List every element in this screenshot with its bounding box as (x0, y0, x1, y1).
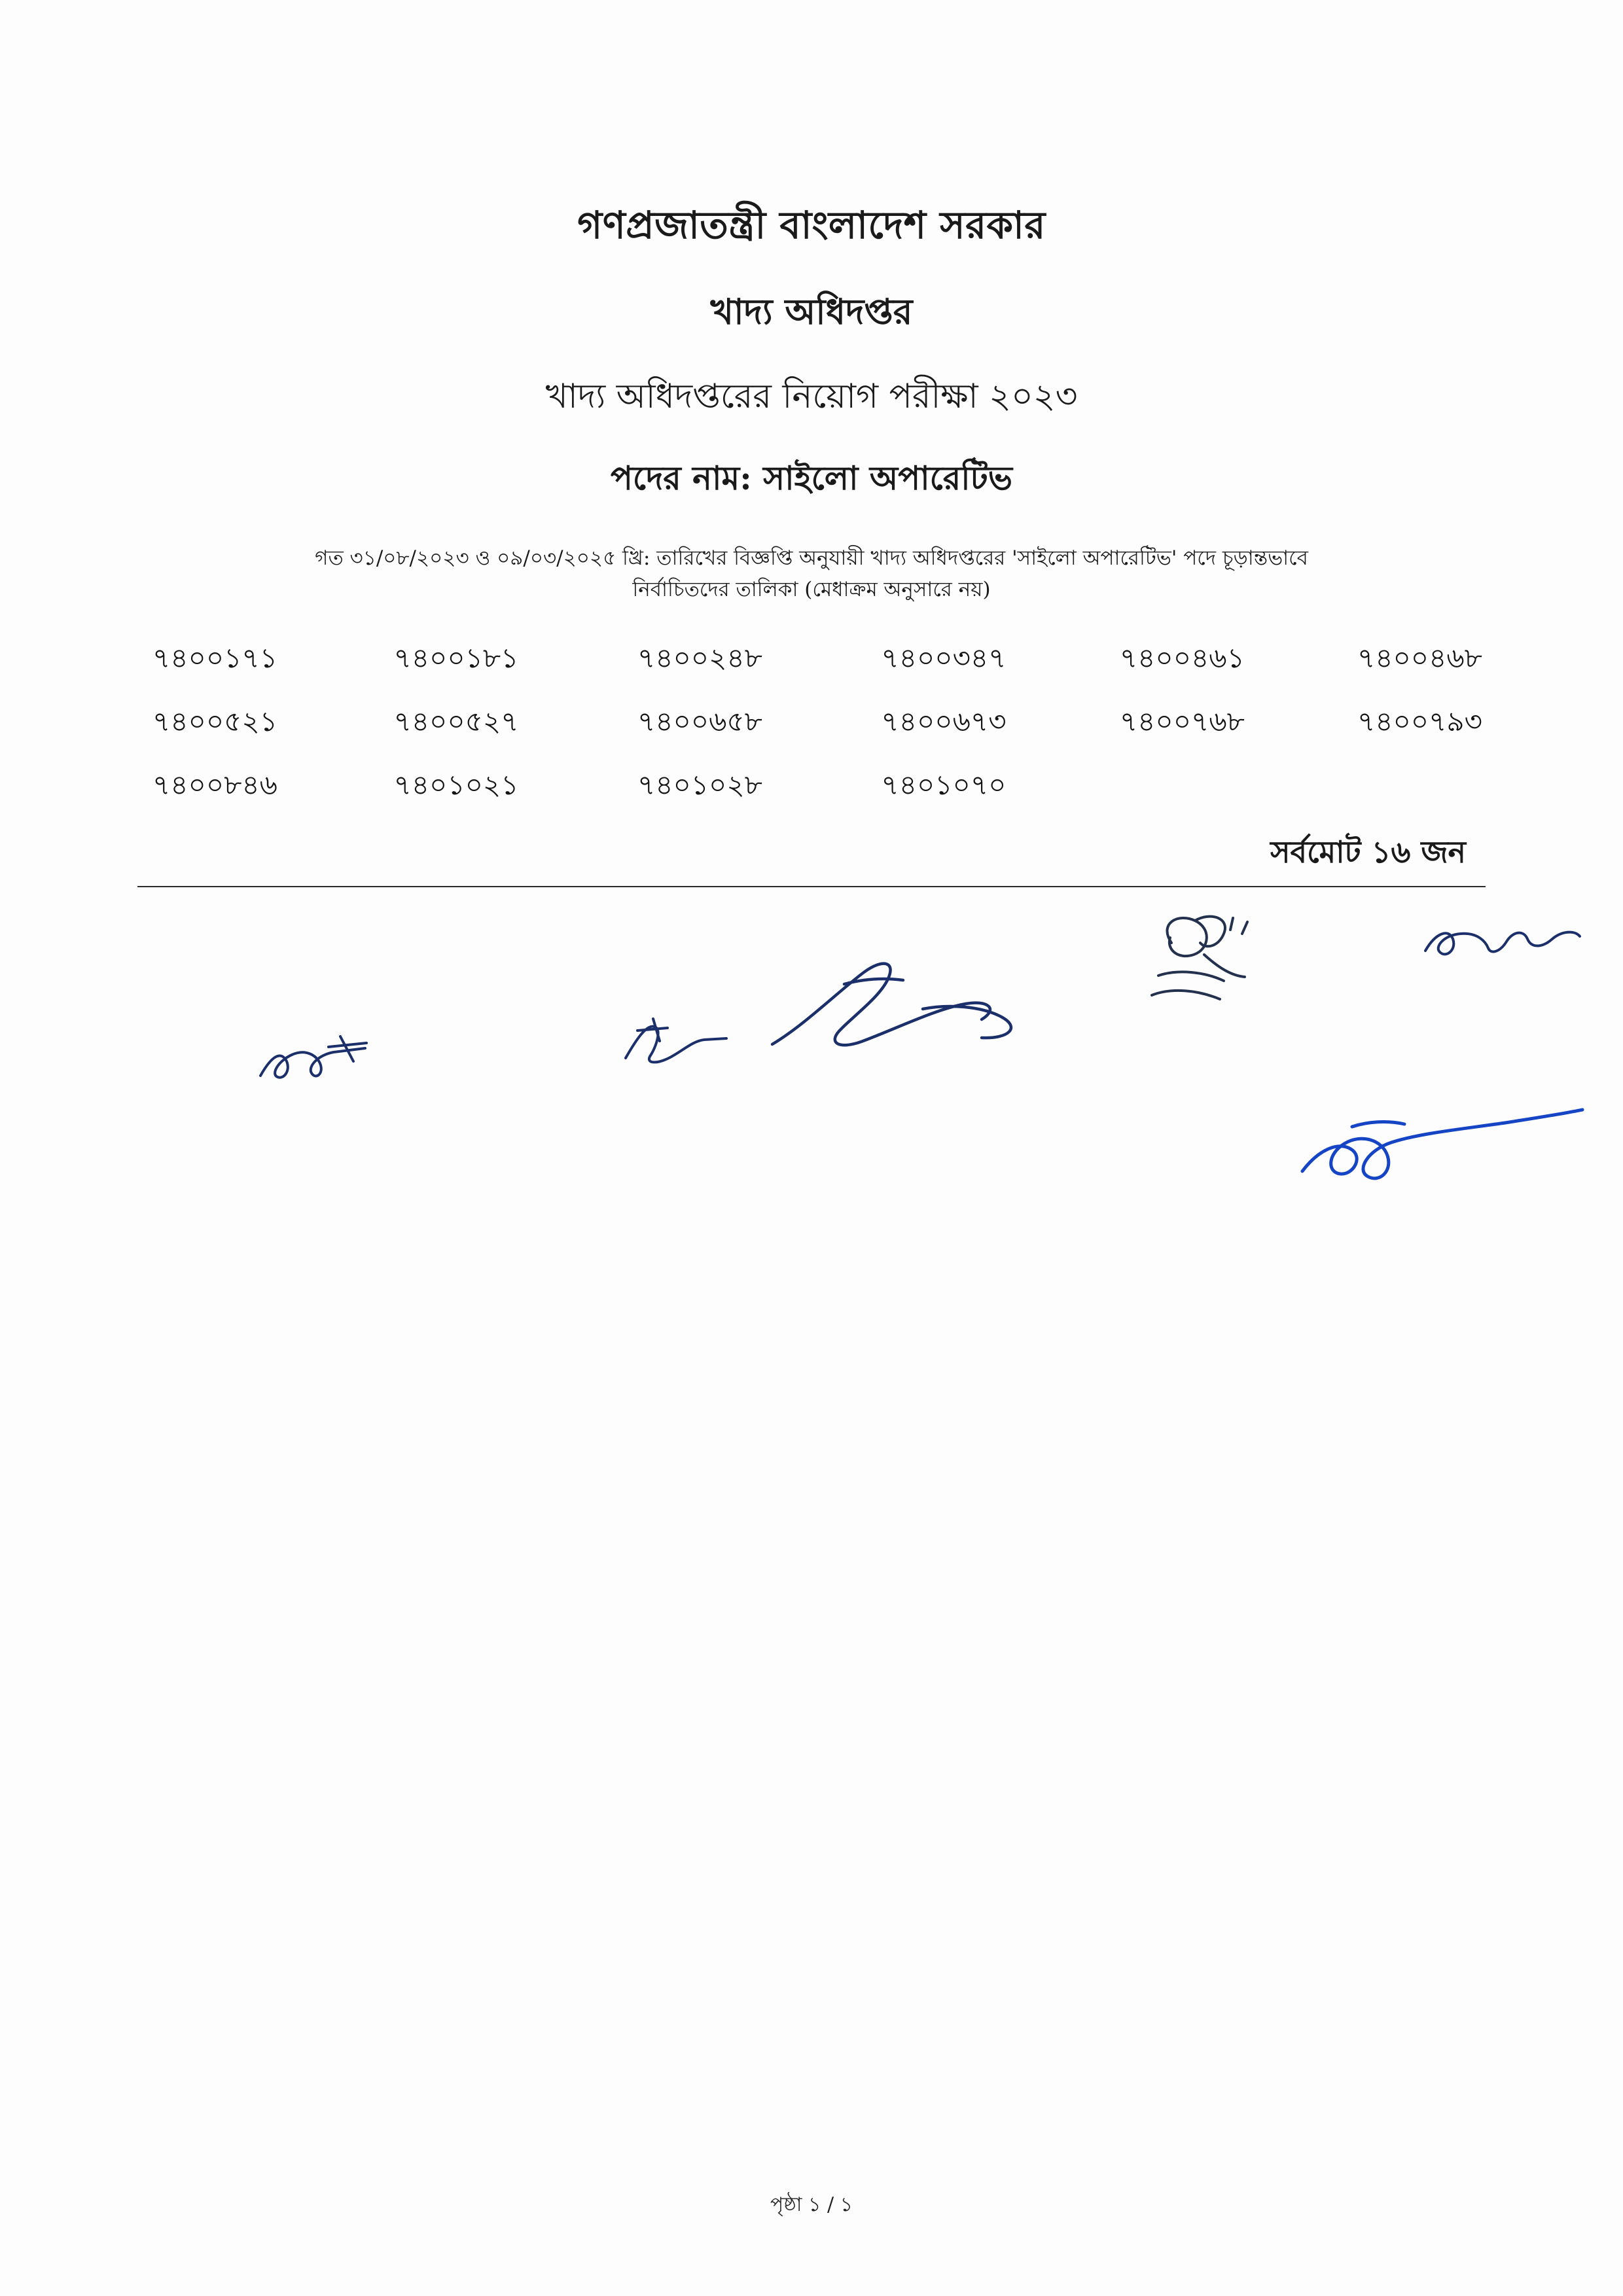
signature-3 (766, 946, 1054, 1077)
roll-number: ৭৪০০৩৪৭ (881, 642, 1007, 675)
notice-line-1: গত ৩১/০৮/২০২৩ ও ০৯/০৩/২০২৫ খ্রি: তারিখের বিজ্ঞপ্তি অনুযায়ী খাদ্য অধিদপ্তরের 'সাইলো অপারেটিভ' পদে চূড়ান্তভাবে (315, 546, 1308, 570)
roll-number: ৭৪০১০২১ (393, 769, 519, 802)
roll-number: ৭৪০০৫২১ (152, 705, 277, 738)
roll-number: ৭৪০০৭৯৩ (1357, 705, 1482, 738)
signature-5 (1420, 910, 1584, 982)
signature-area (124, 887, 1499, 1293)
roll-number: ৭৪০০৭৬৮ (1119, 705, 1245, 738)
roll-number: ৭৪০০৫২৭ (393, 705, 519, 738)
notice-line-2: নির্বাচিতদের তালিকা (মেধাক্রম অনুসারে নয়) (632, 578, 991, 602)
roll-number: ৭৪০০২৪৮ (637, 642, 762, 675)
roll-number: ৭৪০০১৮১ (393, 642, 519, 675)
roll-number-grid (141, 637, 1482, 810)
roll-number: ৭৪০০৬৭৩ (881, 705, 1007, 738)
post-title: পদের নাম: সাইলো অপারেটিভ (610, 459, 1013, 497)
signature-1 (255, 1025, 406, 1103)
government-heading: গণপ্রজাতন্ত্রী বাংলাদেশ সরকার (577, 203, 1046, 247)
roll-number: ৭৪০০১৭১ (152, 642, 277, 675)
roll-number: ৭৪০০৮৪৬ (152, 769, 277, 802)
roll-number: ৭৪০১০২৮ (637, 769, 762, 802)
roll-number: ৭৪০১০৭০ (881, 769, 1007, 802)
total-count: সর্বমোট ১৬ জন (1270, 834, 1466, 870)
roll-number: ৭৪০০৬৫৮ (637, 705, 762, 738)
roll-number: ৭৪০০৪৬৮ (1357, 642, 1482, 675)
signature-2 (622, 1002, 746, 1087)
department-heading: খাদ্য অধিদপ্তর (710, 291, 913, 332)
signature-6 (1289, 1103, 1590, 1208)
notice-paragraph (190, 542, 1433, 605)
signature-4 (1132, 904, 1302, 1028)
document-content (124, 0, 1499, 1293)
roll-number: ৭৪০০৪৬১ (1119, 642, 1245, 675)
page-footer: পৃষ্ঠা ১ / ১ (770, 2193, 853, 2216)
exam-title: খাদ্য অধিদপ্তরের নিয়োগ পরীক্ষা ২০২৩ (545, 377, 1078, 416)
